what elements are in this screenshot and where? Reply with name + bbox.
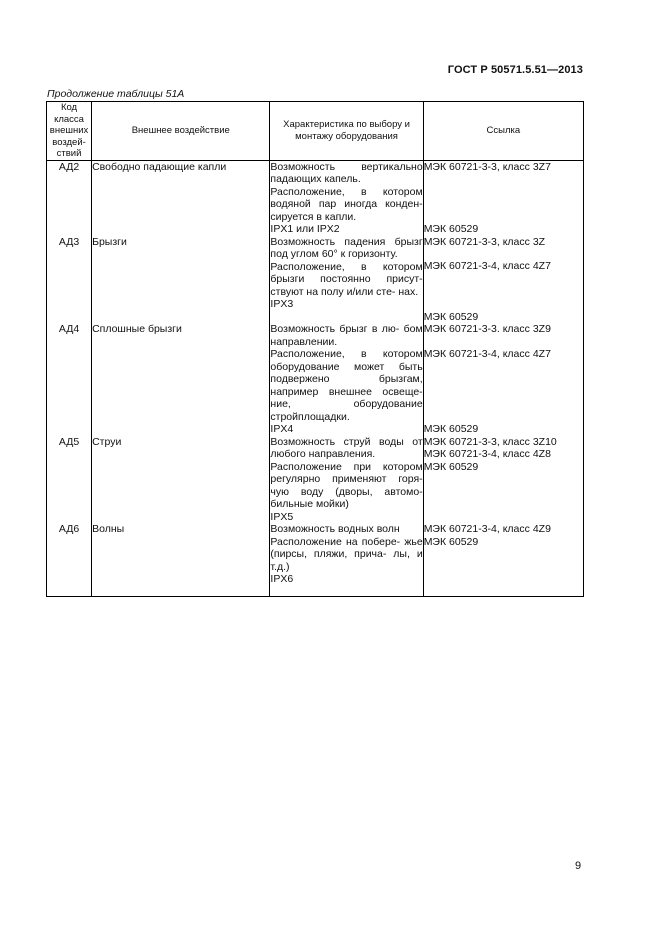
- char-line: Расположение, в котором оборудование может быть подвержено брызгам, например внешнее освеще- ние, оборудование стройплощадки.: [270, 348, 423, 423]
- table-row: [47, 236, 584, 324]
- row-characteristic: [270, 160, 423, 236]
- document-code: ГОСТ Р 50571.5.51—2013: [447, 64, 583, 76]
- row-characteristic: [270, 323, 423, 436]
- row-characteristic: [270, 523, 423, 596]
- char-line: Расположение, в котором водяной пар иногда конден- сируется в капли.: [270, 185, 423, 223]
- row-reference: [423, 523, 583, 596]
- row-characteristic: [270, 236, 423, 324]
- row-effect: Струи: [92, 436, 270, 524]
- ref-line: МЭК 60721-3-4, класс 4Z7: [423, 260, 551, 272]
- ref-line: МЭК 60529: [423, 460, 479, 473]
- table-row: [47, 323, 584, 436]
- classification-table: [46, 101, 584, 597]
- row-code: АД6: [47, 523, 92, 596]
- row-effect: Свободно падающие капли: [92, 160, 270, 236]
- ref-line: МЭК 60721-3-4, класс 4Z8: [423, 448, 551, 460]
- char-line: IPX6: [270, 573, 294, 585]
- table-row: [47, 160, 584, 236]
- ref-line: МЭК 60721-3-3, класс 3Z7: [423, 160, 551, 173]
- row-code: АД4: [47, 323, 92, 436]
- row-effect: Сплошные брызги: [92, 323, 270, 436]
- table-caption: Продолжение таблицы 51А: [47, 88, 185, 100]
- row-reference: [423, 160, 583, 236]
- char-line: Возможность брызг в лю- бом направлении.: [270, 323, 423, 348]
- char-line: Расположение, в котором брызги постоянно присут- ствуют на полу и/или сте- нах.: [270, 260, 423, 298]
- row-reference: [423, 323, 583, 436]
- header-effect: Внешнее воздействие: [92, 102, 270, 161]
- row-code: АД5: [47, 436, 92, 524]
- char-line: IPX1 или IPX2: [270, 223, 340, 235]
- ref-line: МЭК 60721-3-4, класс 4Z7: [423, 347, 551, 360]
- char-line: Возможность струй воды от любого направления.: [270, 435, 423, 460]
- row-effect: Брызги: [92, 236, 270, 324]
- header-reference: Ссылка: [423, 102, 583, 161]
- ref-line: МЭК 60721-3-3, класс 3Z10: [423, 435, 557, 448]
- row-code: АД3: [47, 236, 92, 324]
- header-code: Код класса внешних воздей- ствий: [47, 102, 92, 161]
- row-effect: Волны: [92, 523, 270, 596]
- ref-line: МЭК 60529: [423, 223, 479, 235]
- page-number: 9: [575, 860, 582, 872]
- char-line: Расположение при котором регулярно применяют горя- чую воду (дворы, автомо- бильные мойки): [270, 460, 423, 510]
- header-characteristic: Характеристика по выбору и монтажу оборудования: [270, 102, 423, 161]
- char-line: Возможность водных волн: [270, 523, 400, 535]
- char-line: IPX3: [270, 298, 294, 310]
- ref-line: МЭК 60529: [423, 535, 479, 548]
- ref-line: МЭК 60721-3-3, класс 3Z: [423, 235, 546, 248]
- row-reference: [423, 436, 583, 524]
- ref-line: МЭК 60529: [423, 310, 479, 323]
- row-reference: [423, 236, 583, 324]
- ref-line: МЭК 60721-3-4, класс 4Z9: [423, 523, 551, 535]
- char-line: IPX4: [270, 423, 294, 435]
- row-characteristic: [270, 436, 423, 524]
- char-line: Расположение на побере- жье (пирсы, пляжи, прича- лы, и т.д.): [270, 535, 423, 573]
- char-line: Возможность падения брызг под углом 60° к горизонту.: [270, 235, 423, 260]
- char-line: Возможность вертикально падающих капель.: [270, 160, 423, 185]
- table-row: [47, 523, 584, 596]
- ref-line: МЭК 60529: [423, 423, 479, 435]
- table-row: [47, 436, 584, 524]
- char-line: IPX5: [270, 510, 294, 523]
- row-code: АД2: [47, 160, 92, 236]
- ref-line: МЭК 60721-3-3. класс 3Z9: [423, 323, 551, 335]
